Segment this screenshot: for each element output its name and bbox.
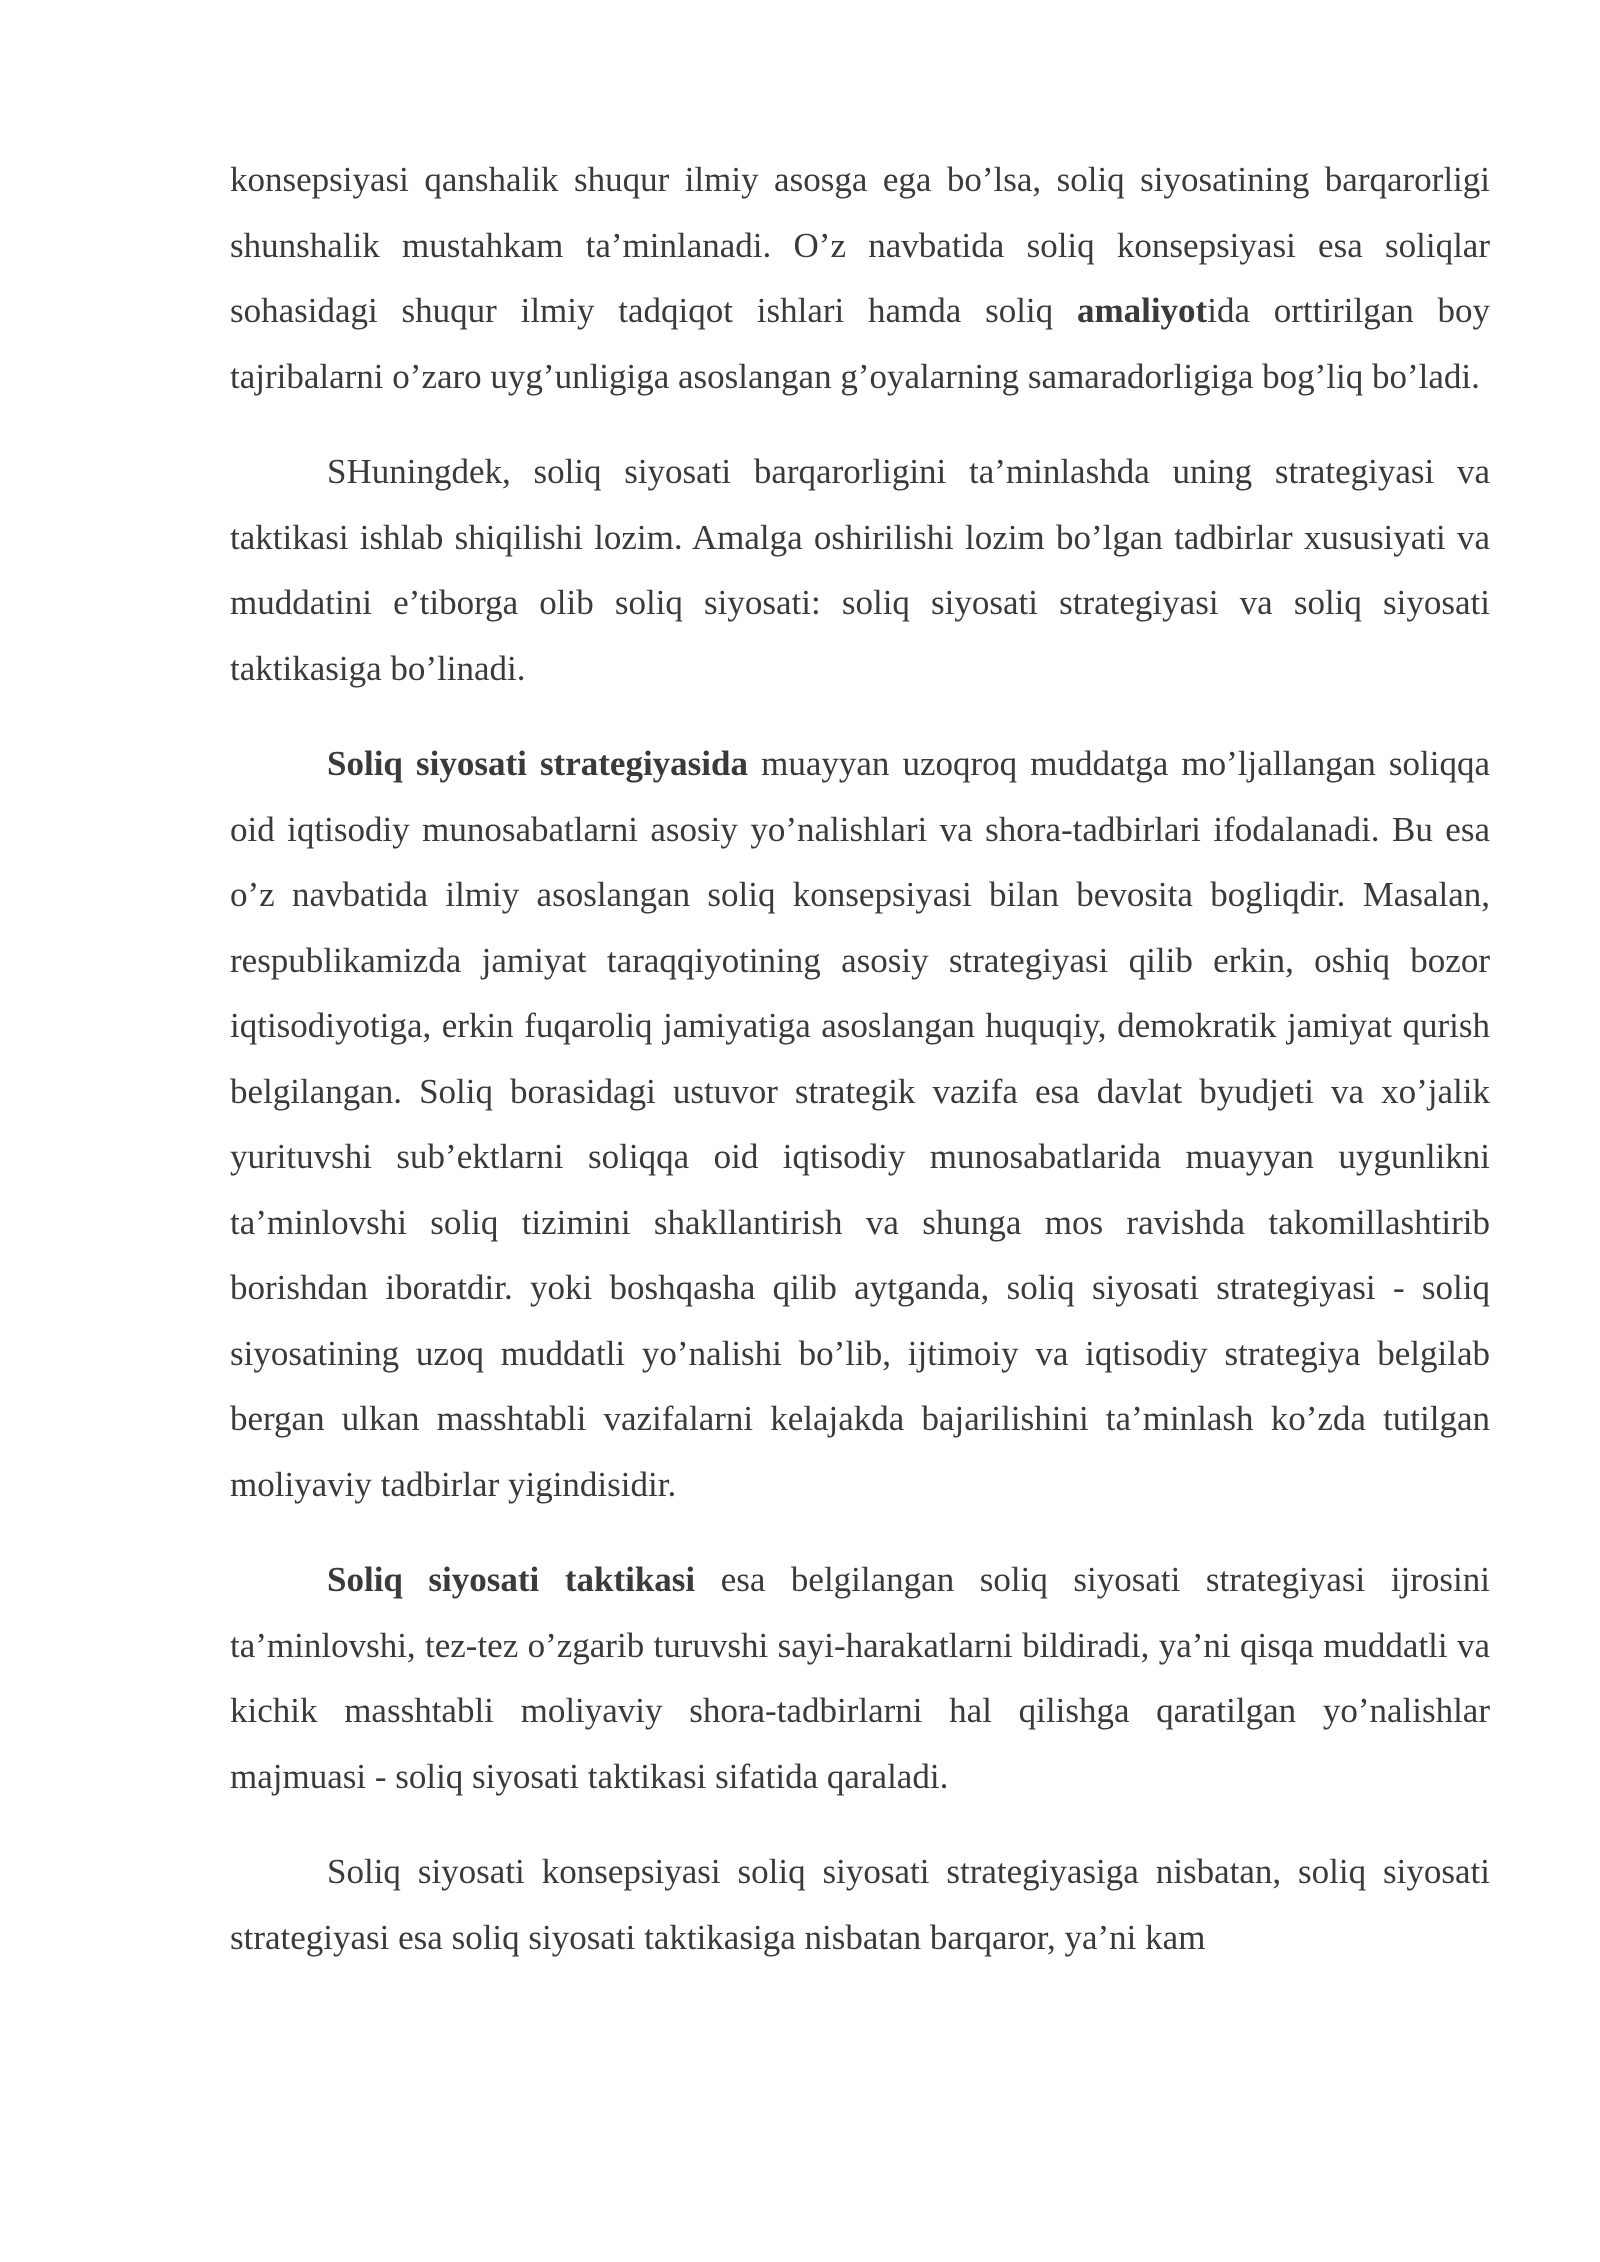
paragraph-text: konsepsiyasi qanshalik shuqur ilmiy asosga ega bo’lsa, soliq siyosatining barqarorligi shunshalik mustahkam ta’minlanadi. O’z navbatida soliq konsepsiyasi esa soliqlar sohasidagi shuqur ilmiy tadqiqot ishlari hamda soliq [230,160,1490,330]
paragraph-5 [230,1839,1490,1970]
paragraph-3 [230,731,1490,1517]
paragraph-text: muayyan uzoqroq muddatga mo’ljallangan soliqqa oid iqtisodiy munosabatlarni asosiy yo’nalishlari va shora-tadbirlari ifodalanadi. Bu esa o’z navbatida ilmiy asoslangan soliq konsepsiyasi bilan bevosita bogliqdir. Masalan, respublikamizda jamiyat taraqqiyotining asosiy strategiyasi qilib erkin, oshiq bozor iqtisodiyotiga, erkin fuqaroliq jamiyatiga asoslangan huquqiy, demokratik jamiyat qurish belgilangan. Soliq borasidagi ustuvor strategik vazifa esa davlat byudjeti va xo’jalik yurituvshi sub’ektlarni soliqqa oid iqtisodiy munosabatlarida muayyan uygunlikni ta’minlovshi soliq tizimini shakllantirish va shunga mos ravishda takomillashtirib borishdan iboratdir. yoki boshqasha qilib aytganda, soliq siyosati strategiyasi - soliq siyosatining uzoq muddatli yo’nalishi bo’lib, ijtimoiy va iqtisodiy strategiya belgilab bergan ulkan masshtabli vazifalarni kelajakda bajarilishini ta’minlash ko’zda tutilgan moliyaviy tadbirlar yigindisidir. [230,744,1491,1504]
paragraph-text: SHuningdek, soliq siyosati barqarorligini ta’minlashda uning strategiyasi va taktikasi ishlab shiqilishi lozim. Amalga oshirilishi lozim bo’lgan tadbirlar xususiyati va muddatini e’tiborga olib soliq siyosati: soliq siyosati strategiyasi va soliq siyosati taktikasiga bo’linadi. [230,452,1490,688]
paragraph-text: esa belgilangan soliq siyosati strategiyasi ijrosini ta’minlovshi, tez-tez o’zgarib turuvshi sayi-harakatlarni bildiradi, ya’ni qisqa muddatli va kichik masshtabli moliyaviy shora-tadbirlarni hal qilishga qaratilgan yo’nalishlar majmuasi - soliq siyosati taktikasi sifatida qaraladi. [230,1560,1490,1796]
bold-term: Soliq siyosati taktikasi [327,1560,696,1599]
bold-term: amaliyot [1076,291,1208,330]
paragraph-4 [230,1547,1490,1809]
paragraph-text: Soliq siyosati konsepsiyasi soliq siyosati strategiyasiga nisbatan, soliq siyosati strategiyasi esa soliq siyosati taktikasiga nisbatan barqaror, ya’ni kam [230,1852,1490,1957]
paragraph-1 [230,147,1490,409]
paragraph-text: ida orttirilgan boy tajribalarni o’zaro uyg’unligiga asoslangan g’oyalarning samaradorligiga bog’liq bo’ladi. [230,291,1491,396]
bold-term: Soliq siyosati strategiyasida [327,744,748,783]
paragraph-2 [230,439,1490,701]
document-body [230,147,1490,2000]
